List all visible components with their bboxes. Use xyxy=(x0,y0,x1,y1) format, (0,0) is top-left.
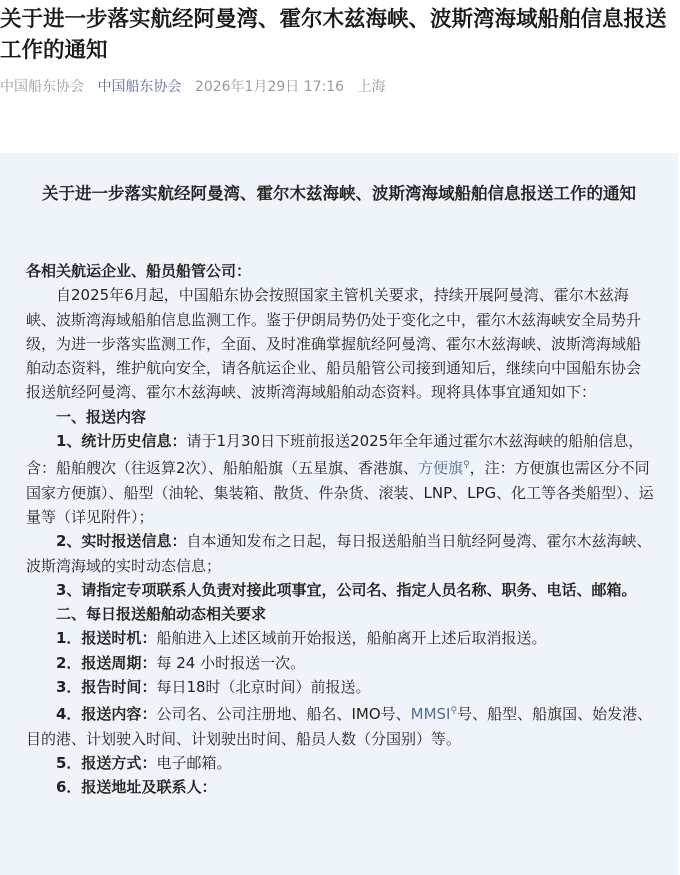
article-title: 关于进一步落实航经阿曼湾、霍尔木兹海峡、波斯湾海域船舶信息报送工作的通知 xyxy=(0,7,667,63)
search-icon: ⚲ xyxy=(463,460,470,471)
item-label: 2、实时报送信息： xyxy=(56,532,187,551)
item-label: 1、统计历史信息： xyxy=(56,432,187,451)
meta-datetime: 2026年1月29日 17:16 xyxy=(194,79,345,95)
item-text: 自本通知发布之日起，每日报送船舶当日航经阿曼湾、霍尔木兹海峡、波斯湾海域的实时动态信息； xyxy=(26,532,652,575)
section1-item-3: 3、请指定专项联系人负责对接此项事宜，公司名、指定人员名称、职务、电话、邮箱。 xyxy=(56,580,637,599)
item-text: 号、船型、船旗国、始发港、 目的港、计划驶入时间、计划驶出时间、船员人数（分国别）等。 xyxy=(26,705,653,748)
section2-item-2 xyxy=(26,651,654,675)
item-label: 4．报送内容： xyxy=(56,705,157,724)
item-label: 3．报告时间： xyxy=(56,678,157,697)
item-text: ，注：方便旗也需区分不同国家方便旗）、船型（油轮、集装箱、散货、件杂货、滚装、LNP、LPG、化工等各类船型）、运量等（详见附件）； xyxy=(26,459,654,526)
section2-item-3 xyxy=(26,675,654,699)
section1-heading: 一、报送内容 xyxy=(56,407,147,426)
item-label: 1．报送时机： xyxy=(56,629,157,648)
item-text: 公司名、公司注册地、船名、IMO号、 xyxy=(156,705,411,724)
section2-item-4 xyxy=(26,699,654,751)
intro-paragraph: 自2025年6月起，中国船东协会按照国家主管机关要求，持续开展阿曼湾、霍尔木兹海峡、波斯湾海域船舶信息监测工作。鉴于伊朗局势仍处于变化之中，霍尔木兹海峡安全局势升级，为进一步落实监测工作，全面、及时准确掌握航经阿曼湾、霍尔木兹海峡、波斯湾海域船舶动态资料，维护航向安全，请各航运企业、船员船管公司接到通知后，继续向中国船东协会报送航经阿曼湾、霍尔木兹海峡、波斯湾海域船舶动态资料。现将具体事宜通知如下： xyxy=(26,286,642,402)
meta-location: 上海 xyxy=(357,79,386,95)
section1-item-2 xyxy=(26,529,654,578)
item-text: 船舶进入上述区域前开始报送，船舶离开上述后取消报送。 xyxy=(156,629,547,648)
item-label: 6．报送地址及联系人： xyxy=(56,778,217,797)
item-text: 每日18时（北京时间）前报送。 xyxy=(156,678,371,697)
mmsi-link[interactable]: MMSI⚲ xyxy=(410,705,458,724)
item-label: 5．报送方式： xyxy=(56,753,157,772)
section2-heading: 二、每日报送船舶动态相关要求 xyxy=(56,605,267,624)
notice-box xyxy=(0,153,678,875)
search-icon: ⚲ xyxy=(450,706,458,717)
salutation: 各相关航运企业、船员船管公司： xyxy=(26,262,252,280)
meta-source: 中国船东协会 xyxy=(0,79,84,95)
item-text: 每 24 小时报送一次。 xyxy=(156,653,306,672)
article-meta xyxy=(0,76,395,96)
notice-body xyxy=(26,259,654,800)
notice-title: 关于进一步落实航经阿曼湾、霍尔木兹海峡、波斯湾海域船舶信息报送工作的通知 xyxy=(42,184,636,203)
item-label: 2．报送周期： xyxy=(56,653,157,672)
section2-item-1 xyxy=(26,626,654,650)
section2-item-5 xyxy=(26,751,654,775)
section2-item-6 xyxy=(26,775,654,799)
flag-of-convenience-link[interactable]: 方便旗⚲ xyxy=(418,459,470,478)
item-text: 请于1月30日下班前报送2025年全年通过霍尔木兹海峡的船舶信息，含：船舶艘次（往返算2次）、船舶船旗（五星旗、香港旗、 xyxy=(26,432,644,478)
item-text: 电子邮箱。 xyxy=(156,753,232,772)
meta-account-link[interactable]: 中国船东协会 xyxy=(97,79,182,95)
section1-item-1 xyxy=(26,429,654,529)
